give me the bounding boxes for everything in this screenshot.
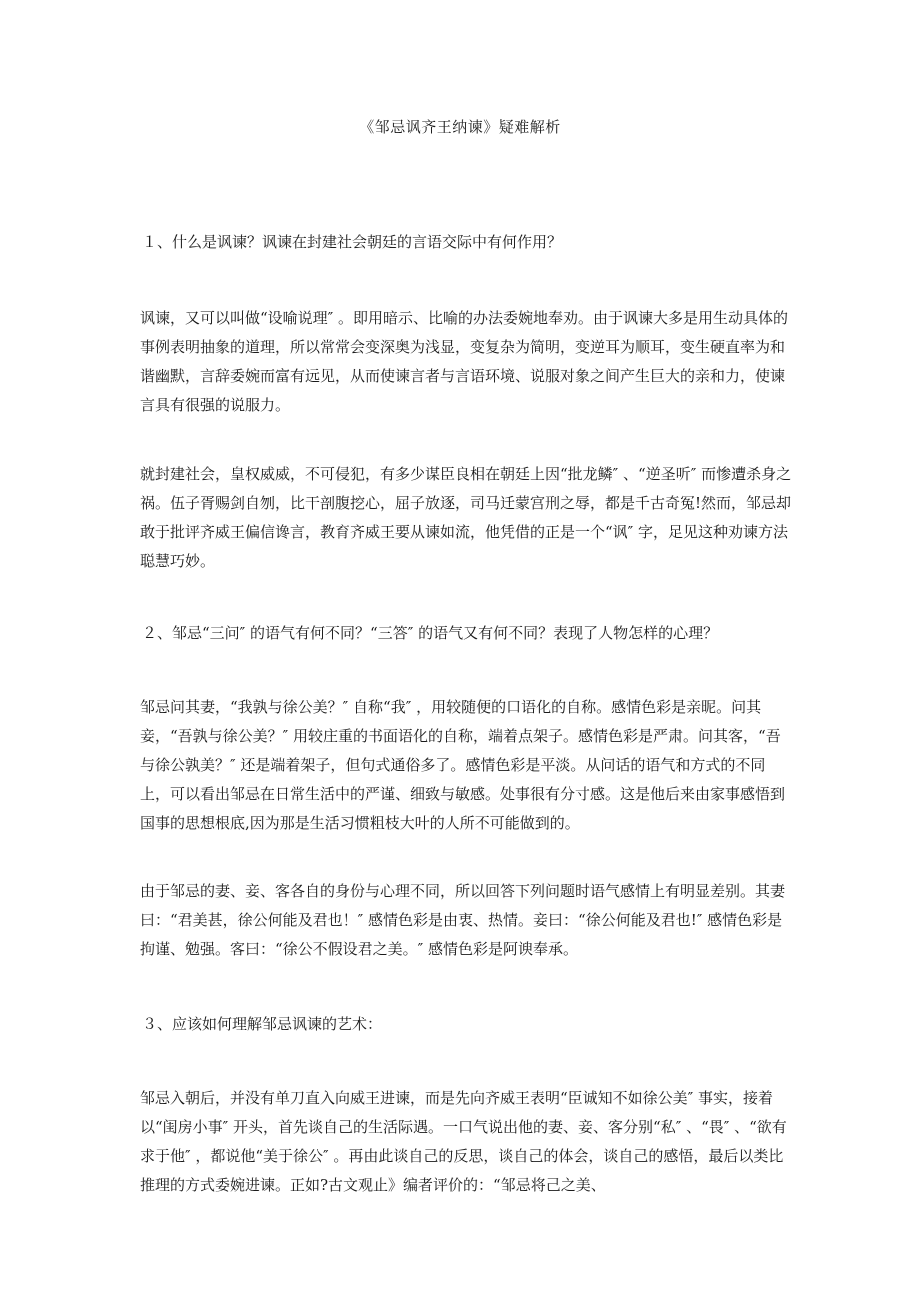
paragraph-1: 讽谏，又可以叫做“设喻说理″ 。即用暗示、比喻的办法委婉地奉劝。由于讽谏大多是用生动具体的事例表明抽象的道理，所以常常会变深奥为浅显，变复杂为简明，变逆耳为顺耳，变生硬直率为和谐幽默，言辞委婉而富有远见，从而使谏言者与言语环境、说服对象之间产生巨大的亲和力，使谏言具有很强的说服力。 [140,309,789,414]
paragraph-5: 邹忌入朝后，并没有单刀直入向威王进谏，而是先向齐威王表明“臣诚知不如徐公美″ 事实，接着以“闺房小事″ 开头，首先谈自己的生活际遇。一口气说出他的妻、妾、客分别“私″ 、“畏″ 、“欲有求于他″ ，都说他“美于徐公″ 。再由此谈自己的反思，谈自己的体会，谈自己的感悟，最后以类比推理的方式委婉进谏。正如?古文观止》编者评价的：“邹忌将己之美、 [140,1089,787,1194]
question-1: １、什么是讽谏？讽谏在封建社会朝廷的言语交际中有何作用？ [142,233,563,251]
paragraph-2: 就封建社会，皇权威威，不可侵犯，有多少谋臣良相在朝廷上因“批龙鳞″ 、“逆圣听″ 而惨遭杀身之祸。伍子胥赐剑自刎，比干剖腹挖心，屈子放逐，司马迁蒙宫刑之辱，都是千古奇冤!然而，邹忌却敢于批评齐威王偏信谗言，教育齐威王要从谏如流，他凭借的正是一个“讽″ 字，足见这种劝谏方法聪慧巧妙。 [140,465,792,570]
paragraph-3: 邹忌问其妻，“我孰与徐公美？″ 自称“我″ ，用较随便的口语化的自称。感情色彩是亲昵。问其妾，“吾孰与徐公美？″ 用较庄重的书面语化的自称，端着点架子。感情色彩是严肃。问其客，“吾与徐公孰美？″ 还是端着架子，但句式通俗多了。感情色彩是平淡。从问话的语气和方式的不同上，可以看出邹忌在日常生活中的严谨、细致与敏感。处事很有分寸感。这是他后来由家事感悟到国事的思想根底,因为那是生活习惯粗枝大叶的人所不可能做到的。 [140,698,786,832]
paragraph-4: 由于邹忌的妻、妾、客各自的身份与心理不同，所以回答下列问题时语气感情上有明显差别。其妻曰：“君美甚，徐公何能及君也！″ 感情色彩是由衷、热情。妾曰：“徐公何能及君也!″ 感情色彩是拘谨、勉强。客曰：“徐公不假设君之美。″ 感情色彩是阿谀奉承。 [140,882,786,958]
document-title: 《邹忌讽齐王纳谏》疑难解析 [359,118,561,136]
question-2: ２、邹忌“三问″ 的语气有何不同？“三答″ 的语气又有何不同？表现了人物怎样的心理？ [142,624,719,642]
question-3: ３、应该如何理解邹忌讽谏的艺术： [142,1015,383,1033]
